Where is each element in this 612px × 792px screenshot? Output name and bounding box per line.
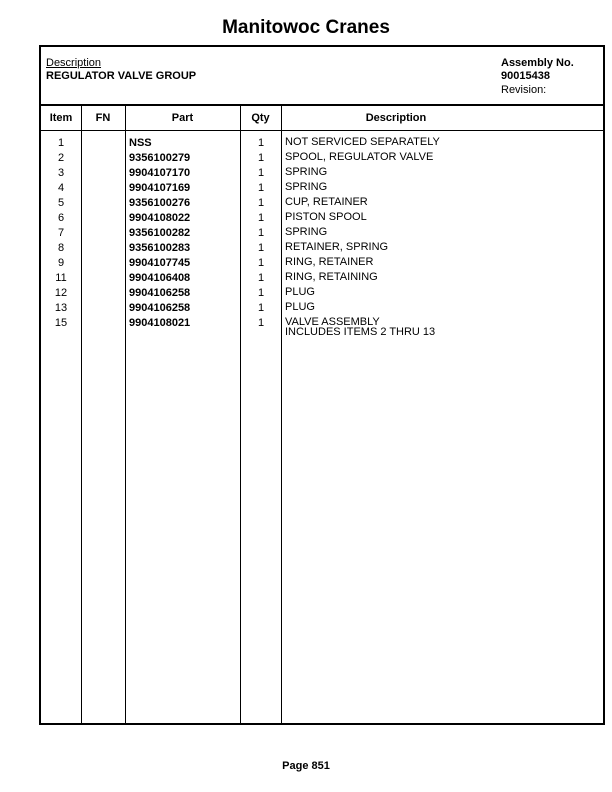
row-quantity: 1 — [257, 287, 265, 299]
row-description — [285, 152, 433, 162]
row-quantity: 1 — [257, 302, 265, 314]
row-description — [285, 287, 315, 297]
row-description-line: INCLUDES ITEMS 2 THRU 13 — [285, 326, 436, 338]
description-value: REGULATOR VALVE GROUP — [46, 70, 197, 82]
row-description-line: PLUG — [285, 301, 315, 313]
row-description — [285, 137, 440, 147]
row-item-number: 6 — [57, 212, 65, 224]
row-description-line: RING, RETAINING — [285, 271, 378, 283]
page-number: Page 851 — [282, 760, 330, 772]
parts-table-frame — [39, 45, 605, 725]
row-item-number: 5 — [57, 197, 65, 209]
row-item-number: 11 — [55, 272, 67, 284]
table-row — [41, 182, 603, 197]
description-label: Description — [46, 57, 102, 69]
table-row — [41, 272, 603, 287]
row-quantity: 1 — [257, 197, 265, 209]
row-description — [285, 182, 327, 192]
row-description — [285, 212, 367, 222]
row-quantity: 1 — [257, 152, 265, 164]
row-part-number: 9356100276 — [129, 197, 191, 209]
table-row — [41, 137, 603, 152]
row-item-number: 12 — [54, 287, 68, 299]
row-part-number: 9356100283 — [129, 242, 191, 254]
row-description-line: SPRING — [285, 166, 328, 178]
row-quantity: 1 — [257, 167, 265, 179]
row-part-number: 9904108022 — [129, 212, 191, 224]
row-part-number: 9904107169 — [129, 182, 191, 194]
row-quantity: 1 — [257, 242, 265, 254]
row-quantity: 1 — [257, 317, 265, 329]
row-item-number: 2 — [57, 152, 65, 164]
table-row — [41, 212, 603, 227]
parts-table-body — [41, 137, 603, 339]
row-quantity: 1 — [257, 272, 265, 284]
row-description — [285, 317, 435, 337]
column-header-fn: FN — [95, 112, 111, 124]
row-description — [285, 302, 315, 312]
column-header-part: Part — [171, 112, 194, 124]
row-description-line: CUP, RETAINER — [285, 196, 368, 208]
row-part-number: 9356100282 — [129, 227, 191, 239]
page-title: Manitowoc Cranes — [222, 17, 390, 38]
row-quantity: 1 — [257, 182, 265, 194]
row-description — [285, 167, 327, 177]
revision-label: Revision: — [501, 84, 547, 96]
row-description — [285, 242, 388, 252]
row-part-number: 9904107170 — [129, 167, 191, 179]
table-row — [41, 167, 603, 182]
row-description-line: SPRING — [285, 181, 328, 193]
row-part-number: 9356100279 — [129, 152, 191, 164]
row-item-number: 1 — [57, 137, 65, 149]
column-header-item: Item — [49, 112, 73, 124]
row-part-number: 9904106258 — [129, 287, 191, 299]
row-description — [285, 272, 378, 282]
row-description-line: VALVE ASSEMBLY — [285, 316, 380, 328]
table-row — [41, 317, 603, 339]
table-row — [41, 227, 603, 242]
table-row — [41, 242, 603, 257]
row-item-number: 15 — [54, 317, 68, 329]
table-row — [41, 152, 603, 167]
row-description-line: RING, RETAINER — [285, 256, 374, 268]
assembly-number-label: Assembly No. — [501, 57, 574, 69]
table-row — [41, 197, 603, 212]
row-part-number: 9904106408 — [129, 272, 191, 284]
row-item-number: 8 — [57, 242, 65, 254]
row-part-number: 9904106258 — [129, 302, 191, 314]
row-description-line: PLUG — [285, 286, 315, 298]
row-description — [285, 257, 373, 267]
row-description-line: RETAINER, SPRING — [285, 241, 389, 253]
row-quantity: 1 — [257, 227, 265, 239]
column-header-qty: Qty — [251, 112, 270, 124]
row-quantity: 1 — [257, 137, 265, 149]
row-quantity: 1 — [257, 212, 265, 224]
row-quantity: 1 — [257, 257, 265, 269]
row-part-number: NSS — [129, 137, 152, 149]
row-item-number: 4 — [57, 182, 65, 194]
row-part-number: 9904108021 — [129, 317, 191, 329]
row-item-number: 9 — [57, 257, 65, 269]
row-description-line: SPOOL, REGULATOR VALVE — [285, 151, 434, 163]
row-description-line: SPRING — [285, 226, 328, 238]
table-row — [41, 302, 603, 317]
table-row — [41, 287, 603, 302]
row-description — [285, 197, 368, 207]
table-row — [41, 257, 603, 272]
row-part-number: 9904107745 — [129, 257, 191, 269]
row-description-line: PISTON SPOOL — [285, 211, 367, 223]
row-item-number: 3 — [57, 167, 65, 179]
row-description — [285, 227, 327, 237]
row-item-number: 13 — [54, 302, 68, 314]
row-description-line: NOT SERVICED SEPARATELY — [285, 136, 440, 148]
table-header-block — [41, 47, 603, 106]
column-header-description: Description — [365, 112, 427, 124]
row-item-number: 7 — [57, 227, 65, 239]
assembly-number-value: 90015438 — [501, 70, 550, 82]
